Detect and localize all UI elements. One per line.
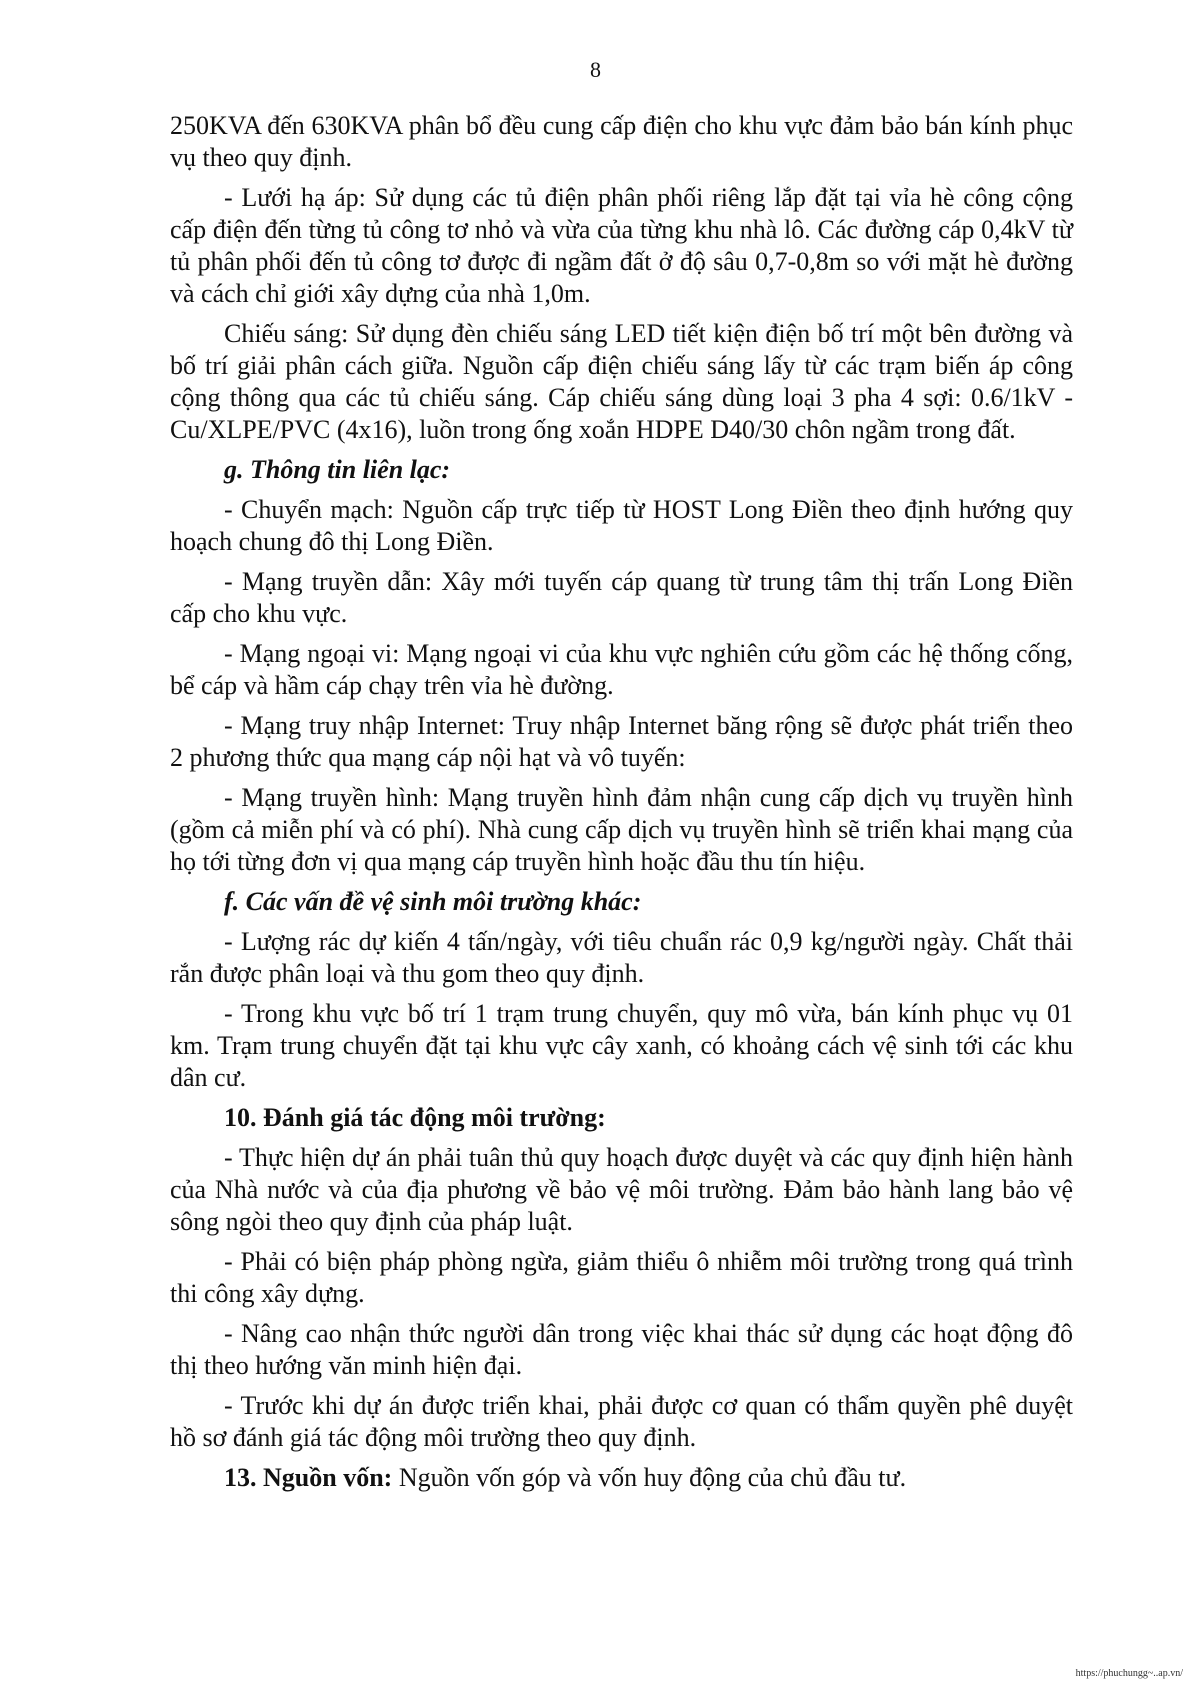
page-number: 8: [590, 57, 601, 82]
document-body: [170, 110, 1073, 1502]
paragraph-peripheral-network: - Mạng ngoại vi: Mạng ngoại vi của khu vực nghiên cứu gồm các hệ thống cống, bể cáp và hầm cáp chạy trên vỉa hè đường.: [170, 639, 1073, 700]
paragraph-lighting: Chiếu sáng: Sử dụng đèn chiếu sáng LED tiết kiện điện bố trí một bên đường và bố trí giải phân cách giữa. Nguồn cấp điện chiếu sáng lấy từ các trạm biến áp công cộng thông qua các tủ chiếu sáng. Cáp chiếu sáng dùng loại 3 pha 4 sợi: 0.6/1kV - Cu/XLPE/PVC (4x16), luồn trong ống xoắn HDPE D40/30 chôn ngầm trong đất.: [170, 319, 1073, 444]
funding-label: 13. Nguồn vốn:: [224, 1463, 393, 1492]
paragraph-transmission-network: - Mạng truyền dẫn: Xây mới tuyến cáp quang từ trung tâm thị trấn Long Điền cấp cho khu vực.: [170, 567, 1073, 628]
paragraph-television-network: - Mạng truyền hình: Mạng truyền hình đảm nhận cung cấp dịch vụ truyền hình (gồm cả miễn phí và có phí). Nhà cung cấp dịch vụ truyền hình sẽ triển khai mạng của họ tới từng đơn vị qua mạng cáp truyền hình hoặc đầu thu tín hiệu.: [170, 783, 1073, 876]
footer-url: https://phuchungg~..ap.vn/: [1075, 1668, 1183, 1679]
heading-environmental-sanitation: f. Các vấn đề vệ sinh môi trường khác:: [224, 887, 642, 916]
paragraph-pollution-prevention: - Phải có biện pháp phòng ngừa, giảm thiểu ô nhiễm môi trường trong quá trình thi công xây dựng.: [170, 1247, 1073, 1308]
paragraph-waste-volume: - Lượng rác dự kiến 4 tấn/ngày, với tiêu chuẩn rác 0,9 kg/người ngày. Chất thải rắn được phân loại và thu gom theo quy định.: [170, 927, 1073, 988]
paragraph-transfer-station: - Trong khu vực bố trí 1 trạm trung chuyển, quy mô vừa, bán kính phục vụ 01 km. Trạm trung chuyển đặt tại khu vực cây xanh, có khoảng cách vệ sinh tới các khu dân cư.: [170, 999, 1073, 1092]
paragraph-switching: - Chuyển mạch: Nguồn cấp trực tiếp từ HOST Long Điền theo định hướng quy hoạch chung đô thị Long Điền.: [170, 495, 1073, 556]
paragraph-compliance: - Thực hiện dự án phải tuân thủ quy hoạch được duyệt và các quy định hiện hành của Nhà nước và của địa phương về bảo vệ môi trường. Đảm bảo hành lang bảo vệ sông ngòi theo quy định của pháp luật.: [170, 1143, 1073, 1236]
paragraph-transformer-capacity: 250KVA đến 630KVA phân bổ đều cung cấp điện cho khu vực đảm bảo bán kính phục vụ theo quy định.: [170, 111, 1073, 172]
heading-communications: g. Thông tin liên lạc:: [224, 455, 451, 484]
paragraph-approval: - Trước khi dự án được triển khai, phải được cơ quan có thẩm quyền phê duyệt hồ sơ đánh giá tác động môi trường theo quy định.: [170, 1391, 1073, 1452]
paragraph-funding: [170, 1462, 1073, 1494]
paragraph-internet-access: - Mạng truy nhập Internet: Truy nhập Internet băng rộng sẽ được phát triển theo 2 phương thức qua mạng cáp nội hạt và vô tuyến:: [170, 711, 1073, 772]
paragraph-public-awareness: - Nâng cao nhận thức người dân trong việc khai thác sử dụng các hoạt động đô thị theo hướng văn minh hiện đại.: [170, 1319, 1073, 1380]
paragraph-low-voltage-grid: - Lưới hạ áp: Sử dụng các tủ điện phân phối riêng lắp đặt tại vỉa hè công cộng cấp điện đến từng tủ công tơ nhỏ và vừa của từng khu nhà lô. Các đường cáp 0,4kV từ tủ phân phối đến tủ công tơ được đi ngầm đất ở độ sâu 0,7-0,8m so với mặt hè đường và cách chỉ giới xây dựng của nhà 1,0m.: [170, 183, 1073, 308]
heading-environmental-impact: 10. Đánh giá tác động môi trường:: [224, 1103, 606, 1132]
funding-text: Nguồn vốn góp và vốn huy động của chủ đầu tư.: [392, 1463, 907, 1492]
